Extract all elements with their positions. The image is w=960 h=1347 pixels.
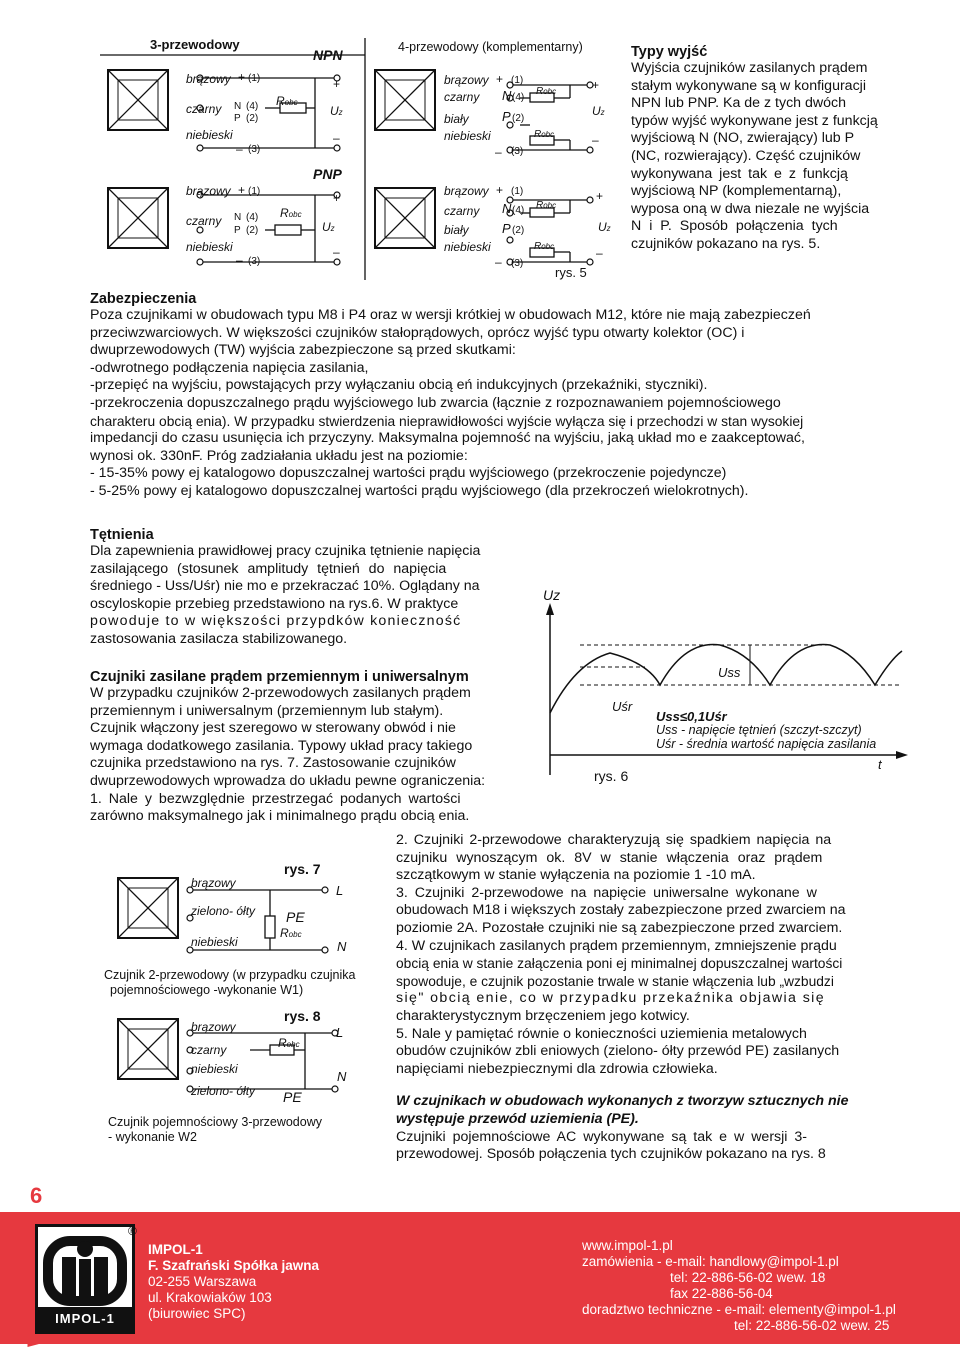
- fig5-pnp-t1: (1): [248, 186, 261, 197]
- fig5-4w-p: P: [502, 109, 511, 124]
- fig5-4w2-t1: (1): [511, 186, 524, 197]
- right-line: 2. Czujniki 2-przewodowe charakteryzują się spadkiem napięcia na: [396, 832, 832, 848]
- fig5-pnp-uz: Uz: [322, 220, 335, 234]
- fig5-4w-uz: Uz: [592, 104, 605, 118]
- fig5-4w-t4: (4): [512, 92, 525, 103]
- typy-line: wyposa oną w dwa niezale ne wyjścia: [631, 200, 870, 217]
- fig5-pnp-blue: niebieski: [186, 240, 233, 254]
- fig5-pnp-r: Robc: [280, 206, 302, 220]
- fig5-4w-r1: Robc: [536, 86, 557, 97]
- zab-line: wynosi ok. 330nF. Próg zadziałania układu jest na poziomie:: [90, 447, 468, 464]
- fig5-npn-p: P: [234, 113, 241, 124]
- right-line: obudowach M18 i większych zostały zabezpieczone przed zwarciem na: [396, 902, 846, 919]
- fig7-caption: rys. 7: [284, 861, 321, 877]
- fig8-brown: brązowy: [191, 1020, 236, 1034]
- fig5-4w-t2: (2): [512, 113, 525, 124]
- fig6-usr: Uśr: [612, 699, 633, 714]
- right-body: [396, 832, 912, 1078]
- fig5-pnp-t3: (3): [248, 256, 261, 267]
- footer-fax: fax 22-886-56-04: [670, 1286, 773, 1301]
- fig5-pnp-p: P: [234, 225, 241, 236]
- fig7-desc-2: pojemnościowego -wykonanie W1): [110, 983, 304, 997]
- fig5-npn-minus: –: [236, 142, 243, 156]
- fig7-brown: brązowy: [191, 876, 236, 890]
- ac-title: Czujniki zasilane prądem przemiennym i uniwersalnym: [90, 669, 469, 685]
- zab-line: impedancji do czasu usunięcia ich przyczyny. Maksymalna pojemność na wyjściu, jaką układ mo e zaakceptować,: [90, 430, 805, 447]
- right-line: napięciami niebezpiecznymi dla zdrowia człowieka.: [396, 1060, 718, 1077]
- typy-line: Wyjścia czujników zasilanych prądem: [631, 60, 868, 76]
- fig5-4w2-brown: brązowy: [444, 184, 489, 198]
- fig5-4w-t3: (3): [511, 146, 524, 157]
- footer-orders[interactable]: zamówienia - e-mail: handlowy@impol-1.pl: [582, 1254, 839, 1269]
- fig5-title-3wire: 3-przewodowy: [150, 37, 240, 52]
- fig5-npn-label: NPN: [313, 47, 343, 63]
- fig6-caption: rys. 6: [594, 768, 629, 784]
- fig5-4w-uminus: –: [592, 133, 599, 147]
- typy-line: stałym wykonywane są w konfiguracji: [631, 77, 866, 94]
- fig8-green-yellow: zielono- ółty: [191, 1084, 256, 1098]
- fig6-t: t: [878, 757, 882, 772]
- fig7-blue: niebieski: [191, 935, 238, 949]
- fig8-desc-1: Czujnik pojemnościowy 3-przewodowy: [108, 1115, 322, 1129]
- right-line: obcią enia w stanie załączenia poni ej minimalnej dopuszczalnej wartości: [396, 956, 843, 972]
- fig5-npn-t3: (3): [248, 144, 261, 155]
- zab-title: Zabezpieczenia: [90, 291, 197, 307]
- right-line: spowoduje, e czujnik pozostanie trwale w stanie włączenia lub „wzbudzi: [396, 973, 834, 989]
- fig7-green-yellow: zielono- ółty: [191, 904, 256, 918]
- typy-section: [631, 44, 906, 254]
- fig8-desc-2: - wykonanie W2: [108, 1130, 197, 1144]
- fig7-l: L: [336, 883, 344, 898]
- fig5-pnp-label: PNP: [313, 166, 342, 182]
- fig5-pnp-minus: –: [236, 253, 243, 267]
- ac-line: dwuprzewodowych wprowadza do układu pewne ograniczenia:: [90, 772, 486, 789]
- footer-company: IMPOL-1: [148, 1242, 203, 1257]
- fig5-npn-n: N: [234, 101, 242, 112]
- company-logo: [35, 1224, 135, 1334]
- figure-6: [540, 585, 910, 790]
- fig8-caption: rys. 8: [284, 1008, 321, 1024]
- fig8-n: N: [337, 1069, 347, 1084]
- fig5-4w2-p: P: [502, 221, 511, 236]
- fig5-4w-white: biały: [444, 112, 469, 126]
- fig5-npn-plus: +: [238, 70, 246, 84]
- fig8-black: czarny: [191, 1043, 227, 1057]
- fig5-4w-blue: niebieski: [444, 129, 491, 143]
- fig5-npn-blue: niebieski: [186, 128, 233, 142]
- typy-line: (NC, rozwierający). Część czujników: [631, 147, 861, 164]
- fig5-4w2-uz: Uz: [598, 220, 611, 234]
- page-number: 6: [30, 1183, 43, 1208]
- fig5-npn-t4: (4): [246, 101, 259, 112]
- right-line: szczątkowym w stanie wyłączenia na poziomie 1 -10 mA.: [396, 867, 756, 884]
- footer-tel2: tel: 22-886-56-02 wew. 25: [734, 1318, 890, 1333]
- footer-street: ul. Krakowiaków 103: [148, 1290, 272, 1305]
- typy-line: NPN lub PNP. Ka de z tych dwóch: [631, 95, 847, 112]
- fig5-npn-r: Robc: [276, 94, 298, 108]
- ac-body: [90, 685, 530, 826]
- ac-line: Czujnik włączony jest szeregowo w sterowany obwód i nie: [90, 720, 456, 737]
- fig7-n: N: [337, 939, 347, 954]
- fig5-npn-t2: (2): [246, 113, 259, 124]
- footer-name: F. Szafrański Spółka jawna: [148, 1258, 320, 1273]
- fig5-npn-uplus: +: [333, 77, 341, 91]
- ac-line: czujnika przedstawiono na rys. 7. Zastosowanie czujników: [90, 755, 456, 772]
- fig6-legend-usr: Uśr - średnia wartość napięcia zasilania: [656, 737, 877, 751]
- footer-note: (biurowiec SPC): [148, 1306, 246, 1321]
- fig5-4w2-uplus: +: [596, 189, 604, 203]
- fig8-r: Robc: [278, 1036, 300, 1050]
- fig7-desc-1: Czujnik 2-przewodowy (w przypadku czujnika: [104, 968, 356, 982]
- typy-line: wyjściową N (NO, zwierający) lub P: [631, 130, 855, 147]
- ac-line: wymaga dodatkowego zasilania. Typowy układ pracy takiego: [90, 737, 473, 754]
- fig5-4w2-blue: niebieski: [444, 240, 491, 254]
- fig5-npn-black: czarny: [186, 102, 222, 116]
- typy-line: wykonywana jest tak e z funkcją: [631, 165, 848, 182]
- fig5-npn-brown: brązowy: [186, 72, 231, 86]
- zab-section: [90, 291, 910, 501]
- zab-line: charakteru obcią enia). W przypadku stwierdzenia nieprawidłowości wyjście wyłącza się i przechodzi w stan wysokiej: [90, 413, 804, 429]
- fig5-pnp-t2: (2): [246, 225, 259, 236]
- fig5-4w2-black: czarny: [444, 204, 480, 218]
- typy-line: czujników pokazano na rys. 5.: [631, 235, 821, 252]
- fig6-legend-uss: Uss - napięcie tętnień (szczyt-szczyt): [656, 723, 862, 737]
- ac-section: [90, 669, 530, 826]
- fig5-4w-r2: Robc: [534, 129, 555, 140]
- registered-mark: ®: [128, 1224, 137, 1238]
- ac-line: przemiennym i uniwersalnym (przemiennym lub stałym).: [90, 702, 444, 719]
- fig5-caption: rys. 5: [555, 265, 587, 280]
- right-line: charakterystycznym brzęczeniem jego kotwicy.: [396, 1007, 690, 1024]
- sidebar-label-box: [0, 615, 78, 765]
- fig5-4w2-white: biały: [444, 223, 469, 237]
- typy-body: [631, 60, 906, 254]
- fig8-blue: niebieski: [191, 1062, 238, 1076]
- right-bold: [396, 1093, 912, 1128]
- tetn-body: [90, 543, 530, 649]
- fig5-npn-uz: Uz: [330, 104, 343, 118]
- fig5-pnp-t4: (4): [246, 212, 259, 223]
- fig5-pnp-black: czarny: [186, 214, 222, 228]
- zab-body: [90, 307, 910, 501]
- fig5-4w-minus: –: [495, 145, 502, 159]
- footer-zip: 02-255 Warszawa: [148, 1274, 257, 1289]
- typy-line: typów wyjść wykonywane jest z funkcją: [631, 112, 878, 129]
- fig7-pe: PE: [286, 909, 305, 925]
- fig5-4w-n: N: [502, 88, 512, 103]
- tetn-line: zasilającego (stosunek amplitudy tętnień do napięcia: [90, 560, 447, 577]
- fig5-4w-uplus: +: [592, 78, 600, 92]
- zab-line: dwuprzewodowych (TW) wyjścia zabezpieczone są przed skutkami:: [90, 342, 516, 359]
- fig5-4w2-plus: +: [496, 183, 504, 197]
- fig6-formula: Uss≤0,1Uśr: [656, 709, 727, 724]
- fig5-4w2-n: N: [502, 201, 512, 216]
- right-line: poziomie 2A. Pozostałe czujniki nie są zabezpieczone przed zwarciem.: [396, 919, 843, 936]
- typy-line: wyjściową NP (komplementarną),: [631, 183, 842, 200]
- fig8-l: L: [336, 1025, 344, 1040]
- typy-line: N i P. Sposób połączenia tych: [631, 218, 838, 235]
- footer-tech[interactable]: doradztwo techniczne - e-mail: elementy@impol-1.pl: [582, 1302, 896, 1317]
- zab-line: Poza czujnikami w obudowach typu M8 i P4 oraz w wersji krótkiej w obudowach M12, które nie mają zabezpieczeń: [90, 307, 811, 323]
- footer-www[interactable]: www.impol-1.pl: [582, 1238, 673, 1253]
- fig5-pnp-brown: brązowy: [186, 184, 231, 198]
- fig5-pnp-uminus: –: [333, 245, 340, 259]
- fig5-npn-uminus: –: [333, 131, 340, 145]
- right-line: obudów czujników zbli eniowych (zielono- ółty przewód PE) zasilanych: [396, 1043, 840, 1060]
- fig5-4w2-r1: Robc: [536, 200, 557, 211]
- right-section: [396, 832, 912, 1164]
- tetn-line: średniego - Uss/Uśr) nie mo e przekraczać 10%. Oglądany na: [90, 578, 480, 595]
- tetn-line: oscyloskopie przebieg przedstawiono na rys.6. W praktyce: [90, 595, 459, 612]
- right-line: 3. Czujniki 2-przewodowe na napięcie uniwersalne wykonane w: [396, 884, 817, 901]
- fig5-4w-plus: +: [496, 72, 504, 86]
- right-line: 4. W czujnikach zasilanych prądem przemiennym, zmniejszenie prądu: [396, 937, 837, 954]
- typy-title: Typy wyjść: [631, 44, 708, 60]
- zab-line: - 5-25% powy ej katalogowo dopuszczalnej wartości prądu wyjściowego (dla przekroczeń wielokrotnych).: [90, 482, 749, 499]
- ac-line: W przypadku czujników 2-przewodowych zasilanych prądem: [90, 685, 471, 701]
- logo-mark-icon: [38, 1229, 132, 1309]
- tetn-line: powoduje to w większości przypdków konieczność: [90, 613, 462, 630]
- right-last-line: przewodowej. Sposób połączenia tych czujników pokazano na rys. 8: [396, 1146, 826, 1163]
- fig5-4w2-t2: (2): [512, 225, 525, 236]
- fig8-pe: PE: [283, 1089, 302, 1105]
- zab-line: -odwrotnego podłączenia napięcia zasilania,: [90, 359, 369, 376]
- fig5-pnp-n: N: [234, 212, 242, 223]
- tetn-section: [90, 527, 530, 649]
- zab-line: -przepięć na wyjściu, powstających przy wyłączaniu obcią eń indukcyjnych (przekaźniki, styczniki).: [90, 377, 708, 394]
- fig5-4w-t1: (1): [511, 75, 524, 86]
- zab-line: -przekroczenia dopuszczalnego prądu wyjściowego lub zwarcia (łącznie z rozpoznawaniem pojemnościowego: [90, 394, 781, 411]
- ac-line: zarówno maksymalnego jak i minimalnego prądu obcią enia.: [90, 808, 470, 825]
- fig5-4w-black: czarny: [444, 90, 480, 104]
- fig5-4w2-r2: Robc: [534, 241, 555, 252]
- right-last-line: Czujniki pojemnościowe AC wykonywane są tak e w wersji 3-: [396, 1128, 808, 1145]
- tetn-line: Dla zapewnienia prawidłowej pracy czujnika tętnienie napięcia: [90, 543, 481, 559]
- zab-line: - 15-35% powy ej katalogowo dopuszczalnej wartości prądu wyjściowego (przekroczenie pojedyncze): [90, 465, 727, 482]
- right-line: 5. Nale y pamiętać równie o konieczności uziemienia metalowych: [396, 1025, 807, 1042]
- footer-tel1: tel: 22-886-56-02 wew. 18: [670, 1270, 826, 1285]
- fig7-r: Robc: [280, 926, 302, 940]
- fig5-pnp-uplus: +: [333, 191, 341, 205]
- right-line: się" obcią enie, co w przypadku przekaźnika objawia się: [396, 990, 826, 1007]
- ac-line: 1. Nale y bezwzględnie przestrzegać podanych wartości: [90, 790, 461, 807]
- zab-line: przeciwzwarciowych. W większości czujników stałoprądowych, oprócz wyjść typu otwarty kolektor (OC) i: [90, 324, 745, 341]
- fig5-title-4wire: 4-przewodowy (komplementarny): [398, 40, 583, 54]
- fig5-4w2-minus: –: [495, 255, 502, 269]
- fig6-uss: Uss: [718, 665, 741, 680]
- tetn-title: Tętnienia: [90, 527, 154, 543]
- right-bold-line: W czujnikach w obudowach wykonanych z tworzyw sztucznych nie: [396, 1093, 849, 1110]
- logo-text: IMPOL-1: [38, 1307, 132, 1331]
- fig5-4w-brown: brązowy: [444, 73, 489, 87]
- fig5-4w2-t4: (4): [512, 205, 525, 216]
- footer: [0, 1212, 960, 1344]
- right-line: czujniku wynoszącym ok. 8V w stanie włączenia oraz prądem: [396, 849, 823, 866]
- fig5-pnp-plus: +: [238, 183, 246, 197]
- fig5-npn-t1: (1): [248, 73, 261, 84]
- right-last: [396, 1129, 912, 1164]
- fig5-4w2-uminus: –: [596, 246, 603, 260]
- right-bold-line: występuje przewód uziemienia (PE).: [396, 1110, 639, 1127]
- footer-contact: [582, 1238, 927, 1334]
- fig6-uz: Uz: [543, 587, 561, 603]
- footer-address: [148, 1242, 319, 1322]
- fig5-4w2-t3: (3): [511, 258, 524, 269]
- figure-6-waveform: [540, 585, 910, 790]
- tetn-line: zastosowania zasilacza stabilizowanego.: [90, 630, 348, 647]
